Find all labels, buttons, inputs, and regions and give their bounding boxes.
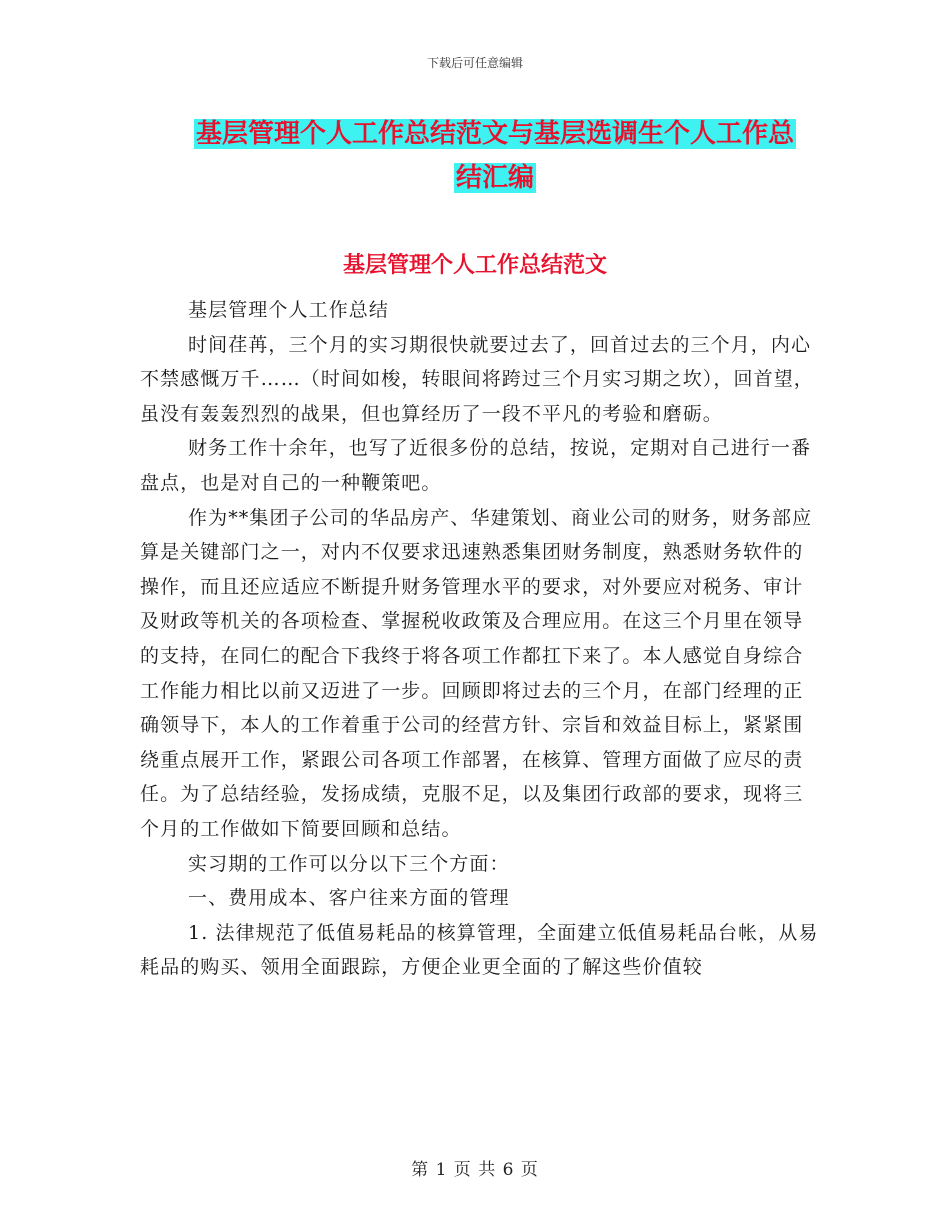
main-title xyxy=(150,112,840,200)
paragraph: 一、费用成本、客户往来方面的管理 xyxy=(188,887,510,910)
main-title-line-1: 基层管理个人工作总结范文与基层选调生个人工作总 xyxy=(195,119,794,149)
paragraph: 实习期的工作可以分以下三个方面： xyxy=(188,852,510,875)
page-number-footer: 第 1 页 共 6 页 xyxy=(411,1160,539,1180)
main-title-line-2: 结汇编 xyxy=(455,163,534,193)
section-title: 基层管理个人工作总结范文 xyxy=(342,252,607,278)
paragraph: 财务工作十余年，也写了近很多份的总结，按说，定期对自己进行一番盘点，也是对自己的一种鞭策吧。 xyxy=(140,437,812,494)
paragraph: 时间荏苒，三个月的实习期很快就要过去了，回首过去的三个月，内心不禁感慨万千……（时间如梭，转眼间将跨过三个月实习期之坎），回首望，虽没有轰轰烈烈的战果，但也算经历了一段不平凡的考验和磨砺。 xyxy=(140,333,814,425)
body-text xyxy=(140,293,820,985)
header-note: 下载后可任意编辑 xyxy=(426,56,523,70)
paragraph: 基层管理个人工作总结 xyxy=(188,299,390,321)
paragraph: 1. 法律规范了低值易耗品的核算管理，全面建立低值易耗品台帐，从易耗品的购买、领用全面跟踪，方便企业更全面的了解这些价值较 xyxy=(140,921,819,979)
paragraph: 作为**集团子公司的华品房产、华建策划、商业公司的财务，财务部应算是关键部门之一，对内不仅要求迅速熟悉集团财务制度，熟悉财务软件的操作，而且还应适应不断提升财务管理水平的要求，对外要应对税务、审计及财政等机关的各项检查、掌握税收政策及合理应用。在这三个月里在领导的支持，在同仁的配合下我终于将各项工作都扛下来了。本人感觉自身综合工作能力相比以前又迈进了一步。回顾即将过去的三个月，在部门经理的正确领导下，本人的工作着重于公司的经营方针、宗旨和效益目标上，紧紧围绕重点展开工作，紧跟公司各项工作部署，在核算、管理方面做了应尽的责任。为了总结经验，发扬成绩，克服不足，以及集团行政部的要求，现将三个月的工作做如下简要回顾和总结。 xyxy=(140,506,813,840)
